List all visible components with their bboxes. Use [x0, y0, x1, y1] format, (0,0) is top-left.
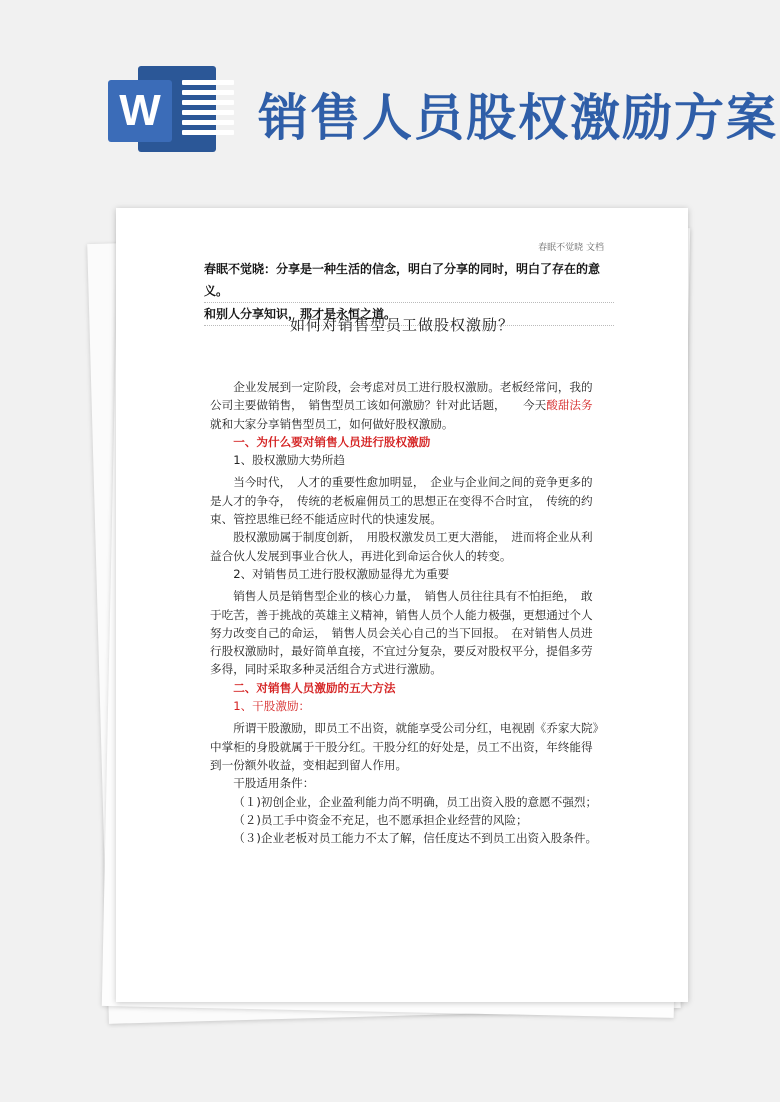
- quote-line: 春眠不觉晓：分享是一种生活的信念，明白了分享的同时，明白了存在的意义。: [204, 258, 614, 303]
- condition-item: （２)员工手中资金不充足，也不愿承担企业经营的风险；: [233, 812, 528, 827]
- subheading: 1、干股激励：: [233, 699, 311, 714]
- quote-line: 和别人分享知识，那才是永恒之道。: [204, 303, 614, 326]
- logo-line: [182, 90, 234, 95]
- logo-line: [182, 120, 234, 125]
- intro-paragraph: [210, 378, 602, 433]
- logo-line: [182, 110, 234, 115]
- logo-lines: [182, 80, 234, 140]
- logo-line: [182, 80, 234, 85]
- condition-item: （１)初创企业，企业盈利能力尚不明确，员工出资入股的意愿不强烈；: [233, 794, 598, 809]
- paragraph: 所谓干股激励，即员工不出资，就能享受公司分红，电视剧《乔家大院》中掌柜的身股就属于干股分红。干股分红的好处是，员工不出资，年终能得到一份额外收益，变相起到留人作用。: [210, 721, 599, 772]
- conditions-title: 干股适用条件：: [233, 776, 315, 791]
- intro-highlight: 酸甜法务: [546, 398, 593, 413]
- paragraph: 股权激励属于制度创新， 用股权激发员工更大潜能， 进而将企业从利益合伙人发展到事业合伙人，再进化到命运合伙人的转变。: [210, 530, 593, 563]
- intro-text-end: 就和大家分享销售型员工，如何做好股权激励。: [210, 416, 454, 431]
- header-tag: 春眠不觉晓 文档: [538, 243, 604, 253]
- document-page: [116, 208, 688, 1002]
- intro-text: 企业发展到一定阶段，会考虑对员工进行股权激励。老板经常问，我的公司主要做销售， 销售型员工该如何激励？针对此话题， 今天: [210, 380, 593, 413]
- banner: [0, 0, 780, 190]
- section-heading: 一、为什么要对销售人员进行股权激励: [233, 434, 431, 449]
- document-title: 如何对销售型员工做股权激励？: [289, 316, 514, 334]
- subheading: 1、股权激励大势所趋: [233, 453, 345, 468]
- paragraph: 销售人员是销售型企业的核心力量， 销售人员往往具有不怕拒绝， 敢于吃苦，善于挑战的英雄主义精神，销售人员个人能力极强，更想通过个人努力改变自己的命运， 销售人员会关心自己的当下回报。 在对销售人员进行股权激励时，最好简单直接，不宜过分复杂，要反对股权平分，提倡多劳多得，同时采取多种灵活组合方式进行激励。: [210, 589, 593, 677]
- condition-item: （３)企业老板对员工能力不太了解，信任度达不到员工出资入股条件。: [233, 831, 598, 846]
- paragraph: 当今时代， 人才的重要性愈加明显， 企业与企业间之间的竞争更多的是人才的争夺， 传统的老板雇佣员工的思想正在变得不合时宜， 传统的约束、管控思维已经不能适应时代的快速发展。: [210, 475, 593, 527]
- word-logo-icon: [108, 66, 216, 152]
- section-heading: 二、对销售人员激励的五大方法: [233, 680, 396, 695]
- document-body: [210, 378, 602, 847]
- subheading: 2、对销售员工进行股权激励显得尤为重要: [233, 566, 450, 581]
- logo-letter: W: [108, 80, 172, 142]
- logo-line: [182, 100, 234, 105]
- banner-title: 销售人员股权激励方案: [258, 89, 778, 147]
- logo-line: [182, 130, 234, 135]
